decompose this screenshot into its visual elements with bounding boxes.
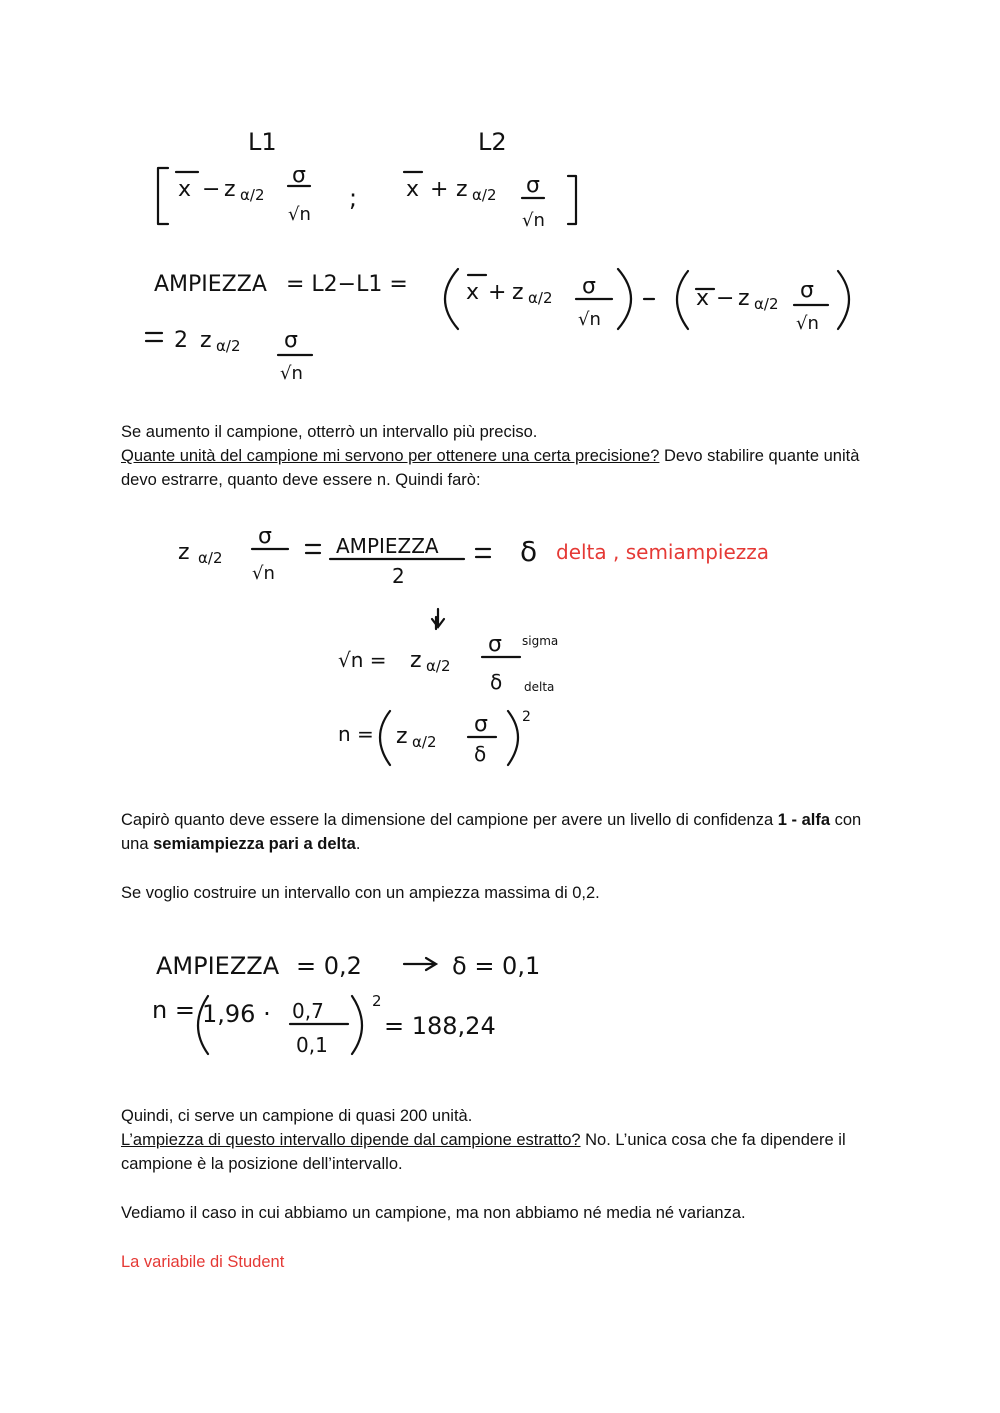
svg-text:√n: √n <box>252 563 275 584</box>
l2-label: L2 <box>478 128 507 156</box>
svg-text:+: + <box>488 280 507 305</box>
svg-text:n =: n = <box>152 996 195 1024</box>
svg-text:σ: σ <box>800 278 814 303</box>
svg-text:z: z <box>178 540 190 565</box>
semiampiezza-note: delta , semiampiezza <box>556 540 770 564</box>
z-value: 1,96 · <box>202 1000 271 1028</box>
svg-text:α/2: α/2 <box>528 289 553 307</box>
semiampiezza-bold: semiampiezza pari a delta <box>153 835 356 853</box>
svg-text:√n =: √n = <box>338 648 387 672</box>
sigma-note: sigma <box>522 634 559 648</box>
formula-confidence-interval <box>140 120 610 240</box>
paragraph-1: Se aumento il campione, otterrò un intervallo più preciso. <box>121 423 538 441</box>
svg-text:z: z <box>410 648 422 673</box>
denominator-value: 0,1 <box>296 1033 328 1057</box>
svg-text:√n: √n <box>522 210 545 231</box>
svg-text:+: + <box>430 177 449 202</box>
svg-text:n =: n = <box>338 722 374 746</box>
l2-minus-l1: = L2−L1 = <box>286 272 408 297</box>
section-heading: La variabile di Student <box>121 1253 285 1271</box>
paragraph-6: L’ampiezza di questo intervallo dipende dal campione estratto? No. L’unica cosa che fa dipendere il campione è la posizione dell’intervallo. <box>121 1131 846 1173</box>
delta-value: δ = 0,1 <box>452 952 541 980</box>
svg-text:σ: σ <box>488 632 502 657</box>
svg-text:x: x <box>696 286 710 311</box>
ampiezza-label: AMPIEZZA <box>154 272 267 297</box>
svg-text:α/2: α/2 <box>216 337 241 355</box>
ampiezza-value: = 0,2 <box>296 952 362 980</box>
svg-text:√n: √n <box>288 204 311 225</box>
svg-text:z: z <box>224 177 236 202</box>
svg-text:x: x <box>178 177 192 202</box>
paragraph-4: Se voglio costruire un intervallo con un ampiezza massima di 0,2. <box>121 884 600 902</box>
denominator-two: 2 <box>392 564 405 588</box>
svg-text:x: x <box>406 177 420 202</box>
svg-text:δ: δ <box>474 742 487 766</box>
l1-label: L1 <box>248 128 277 156</box>
svg-text:α/2: α/2 <box>412 733 437 751</box>
svg-text:z: z <box>456 177 468 202</box>
formula-ampiezza <box>140 255 860 385</box>
delta-note: delta <box>524 680 555 694</box>
svg-text:√n: √n <box>796 313 819 334</box>
confidence-level-bold: 1 - alfa <box>777 811 831 829</box>
svg-text:2: 2 <box>372 992 382 1010</box>
paragraph-3: Capirò quanto deve essere la dimensione del campione per avere un livello di confidenza 1 - alfa con una semiampiezza pari a delta. <box>121 811 862 853</box>
svg-text:σ: σ <box>582 274 596 299</box>
svg-text:2: 2 <box>174 328 188 353</box>
svg-text:z: z <box>738 286 750 311</box>
svg-text:σ: σ <box>284 328 298 353</box>
svg-text:√n: √n <box>578 309 601 330</box>
question-underlined-2: L’ampiezza di questo intervallo dipende dal campione estratto? <box>121 1131 581 1149</box>
ampiezza-label-2: AMPIEZZA <box>336 534 439 558</box>
svg-text:−: − <box>202 177 221 202</box>
paragraph-7: Vediamo il caso in cui abbiamo un campione, ma non abbiamo né media né varianza. <box>121 1204 746 1222</box>
svg-text:α/2: α/2 <box>754 295 779 313</box>
svg-text:−: − <box>716 286 735 311</box>
svg-text:δ: δ <box>490 670 503 694</box>
separator: ; <box>349 184 358 212</box>
svg-text:2: 2 <box>522 709 531 725</box>
svg-text:α/2: α/2 <box>426 657 451 675</box>
formula-semiampiezza <box>170 525 810 780</box>
svg-text:σ: σ <box>292 163 306 188</box>
svg-text:σ: σ <box>474 712 488 737</box>
svg-text:α/2: α/2 <box>198 549 223 567</box>
svg-text:δ: δ <box>520 535 538 568</box>
numerator-value: 0,7 <box>292 999 324 1023</box>
ampiezza-label-3: AMPIEZZA <box>156 952 280 980</box>
formula-numeric-example <box>150 940 570 1065</box>
paragraph-2: Quante unità del campione mi servono per ottenere una certa precisione? Devo stabilire quante unità devo estrarre, quanto deve essere n. Quindi farò: <box>121 447 860 489</box>
svg-text:x: x <box>466 280 480 305</box>
svg-text:σ: σ <box>526 173 540 198</box>
svg-text:α/2: α/2 <box>472 186 497 204</box>
svg-text:α/2: α/2 <box>240 186 265 204</box>
svg-text:√n: √n <box>280 363 303 384</box>
result-value: = 188,24 <box>384 1012 496 1040</box>
question-underlined: Quante unità del campione mi servono per ottenere una certa precisione? <box>121 447 660 465</box>
svg-text:z: z <box>396 724 408 749</box>
svg-text:z: z <box>200 328 212 353</box>
paragraph-5: Quindi, ci serve un campione di quasi 200 unità. <box>121 1107 473 1125</box>
svg-text:z: z <box>512 280 524 305</box>
svg-text:σ: σ <box>258 524 272 549</box>
